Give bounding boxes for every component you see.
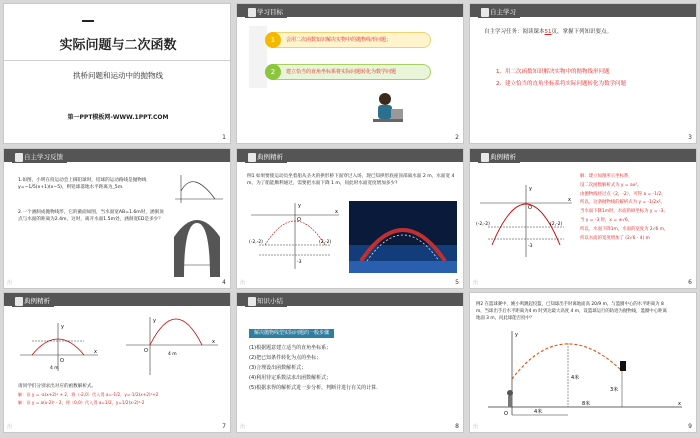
solution-line-5: 当水面下降1m时，水面的纵坐标为 y = -3， (580, 209, 668, 215)
slide-number: 7 (222, 423, 226, 430)
svg-text:O: O (504, 411, 508, 417)
solution-line-1: 解：建立如图所示坐标系， (580, 174, 633, 179)
slide-footer-mark: 治 (240, 424, 246, 430)
slide-number: 4 (222, 279, 226, 286)
chart-icon (481, 153, 489, 162)
step-3: (3)合理设出函数解析式； (249, 365, 307, 371)
slide-number: 2 (455, 134, 459, 141)
slide-number: 5 (455, 279, 459, 286)
svg-text:-3: -3 (528, 244, 533, 249)
section-badge: 自主学习反馈 (12, 152, 67, 163)
svg-text:(-2,-2): (-2,-2) (476, 222, 490, 227)
title-rule (4, 60, 231, 61)
section-badge: 学习目标 (245, 7, 287, 18)
slide-footer-mark: 治 (240, 280, 246, 286)
shotput-graph (169, 173, 225, 205)
graph-through-origin (124, 315, 220, 377)
culvert-figure (172, 217, 222, 279)
slide-number: 6 (688, 279, 692, 286)
book-icon (15, 153, 23, 162)
section-badge: 自主学习 (478, 7, 520, 18)
solution-coordinate-diagram (476, 183, 576, 259)
bridge-photo (349, 201, 457, 273)
example-1-problem: 例1 如果要使运动员坐着船从圣火的拱形桥下面穿过入场，现已知拱形底座顶部离水面 2 m，水面宽 4 m，为了船能顺利通过，需要把水面下降 1 m，问此时水面宽度增加多少? (247, 174, 455, 186)
example-2-problem: 例2 在篮球赛中，姚小鸣跳起投篮，已知球出手时离地面高 20/9 m，与篮圈中心的水平距离为 8 m，当球出手后水平距离为4 m 时到达最大高度 4 m，设篮球运行的轨迹为抛物线，篮圈中心距离地面 3 m，问此球能否投中？ (476, 302, 667, 321)
method-steps (249, 343, 378, 393)
slide-9-thumbnail[interactable] (469, 292, 697, 433)
slide-number: 9 (688, 423, 692, 430)
svg-text:8米: 8米 (582, 401, 591, 407)
svg-text:O: O (297, 217, 301, 223)
svg-text:y: y (61, 324, 64, 330)
solution-line-8: 所以水面的宽度增加了 (2√6 - 4) m (580, 235, 650, 241)
solution-line-6: 当 y = -3 时，x = ±√6， (580, 217, 633, 223)
title-dash-left (82, 20, 94, 22)
svg-text:x: x (212, 339, 215, 345)
svg-text:y: y (153, 318, 156, 324)
feedback-question-2: 2.一个涵洞成抛物线形，它的截面如图，当水面宽AB=1.6m时，涵洞顶点与水面的距离为2.4m，这时，离开水面1.5m处，涵洞宽ED是多少？ (18, 210, 164, 222)
solution-line-4: 所以，这条抛物线的解析式为 y = -1/2x²。 (580, 200, 665, 206)
slide-number: 3 (688, 134, 692, 141)
self-study-task: 自主学习任务：阅读课本51页，掌握下列知识要点。 (484, 29, 613, 35)
solution-line-2: 设二次函数解析式为 y = ax²。 (580, 182, 642, 188)
svg-text:x: x (94, 349, 97, 355)
svg-text:y: y (298, 203, 301, 209)
step-5: (5)根据求得的解析式进一步分析、判断并进行有关的计算. (249, 385, 378, 391)
svg-text:y: y (529, 186, 532, 192)
section-badge: 知识小结 (245, 296, 287, 307)
slide-6-thumbnail[interactable] (469, 148, 697, 289)
svg-text:O: O (60, 358, 64, 364)
slide-number: 8 (455, 423, 459, 430)
graph-vertex-above (18, 321, 100, 373)
exercise-prompt: 请同学们分别求出对应的函数解析式。 (18, 384, 97, 389)
svg-text:-3: -3 (297, 260, 302, 265)
slide-footer-mark: 治 (473, 280, 479, 286)
svg-text:x: x (335, 209, 338, 215)
slide-number: 1 (222, 134, 226, 141)
svg-text:O: O (528, 205, 532, 211)
solution-steps (580, 173, 694, 243)
svg-text:4 m: 4 m (50, 366, 59, 371)
goal-number-2: 2 (265, 64, 281, 80)
svg-text:4米: 4米 (571, 375, 580, 381)
feedback-question-1: 1.如图，小明在投运动会上掷铅球时，铅球的运动路线是抛物线 y=−1/5(x+1)(x−5)，则铅球落地水平距离为_5m. (18, 178, 147, 190)
svg-text:(2,-2): (2,-2) (319, 240, 332, 245)
svg-text:(-2,-2): (-2,-2) (249, 240, 263, 245)
svg-text:4 m: 4 m (168, 352, 177, 357)
goal-item-2 (265, 64, 431, 80)
key-point-1: 1．用二次函数知识解决实物中的抛物线形问题 (496, 69, 610, 75)
svg-text:x: x (678, 401, 681, 407)
chart-icon (248, 153, 256, 162)
book-icon (248, 8, 256, 17)
goal-text-1: 会用二次函数知识解决实物中的抛物线形问题； (286, 37, 392, 43)
slide-5-thumbnail[interactable] (236, 148, 464, 289)
slide-footer-mark: 治 (7, 424, 13, 430)
method-title: 解决抛物线型实际问题的一般步骤 (249, 329, 334, 338)
slide-title: 实际问题与二次函数 (59, 38, 177, 53)
section-badge: 典例精析 (478, 152, 520, 163)
site-footer: 第一PPT模板网-WWW.1PPT.COM (67, 114, 169, 121)
section-badge: 典例精析 (245, 152, 287, 163)
chart-icon (15, 297, 23, 306)
svg-text:4米: 4米 (534, 409, 543, 415)
section-badge: 典例精析 (12, 296, 54, 307)
svg-text:x: x (568, 197, 571, 203)
goal-item-1 (265, 32, 431, 48)
step-1: (1)根据题意建立适当的直角坐标系； (249, 345, 332, 351)
student-laptop-illustration (369, 92, 409, 126)
slide-4-thumbnail[interactable] (3, 148, 231, 289)
solution-line-7: 所以，水面下降1m，水面的宽度为 2√6 m， (580, 226, 669, 232)
book-icon (248, 297, 256, 306)
answer-2: 解：设 y = a(x-2)² - 2，将（0,0）代入得 a=1/2，y=1/2(x-2)²-2 (18, 400, 145, 405)
goal-text-2: 建立恰当的直角坐标系将实际问题转化为数学问题 (286, 69, 397, 75)
svg-text:(2,-2): (2,-2) (550, 222, 563, 227)
basketball-trajectory-diagram (482, 327, 688, 421)
slide-subtitle: 拱桥问题和运动中的抛物线 (73, 71, 163, 80)
book-icon (481, 8, 489, 17)
answer-1: 解：设 y = -a(x+2)² + 2，将（-2,0）代入得 a=-1/2，y=-1/2(x+2)²+2 (18, 392, 159, 397)
solution-line-3: 由抛物线经过点（2，-2），可得 a = -1/2， (580, 191, 666, 197)
slide-8-thumbnail[interactable] (236, 292, 464, 433)
step-4: (4)利用待定系数法求出函数解析式； (249, 375, 332, 381)
slide-footer-mark: 治 (7, 280, 13, 286)
step-2: (2)把已知条件转化为点的坐标； (249, 355, 322, 361)
svg-text:O: O (144, 348, 148, 354)
side-arrow (249, 26, 267, 88)
bridge-coordinate-diagram (247, 201, 343, 271)
slide-3-thumbnail[interactable] (469, 3, 697, 144)
goal-number-1: 1 (265, 32, 281, 48)
slide-2-thumbnail[interactable] (236, 3, 464, 144)
slide-7-thumbnail[interactable] (3, 292, 231, 433)
svg-text:3米: 3米 (610, 387, 619, 393)
slide-footer-mark: 治 (473, 424, 479, 430)
key-point-2: 2．建立恰当的直角坐标系将实际问题转化为数学问题 (496, 81, 627, 87)
slide-1-thumbnail[interactable] (3, 3, 231, 144)
svg-text:y: y (515, 332, 518, 338)
